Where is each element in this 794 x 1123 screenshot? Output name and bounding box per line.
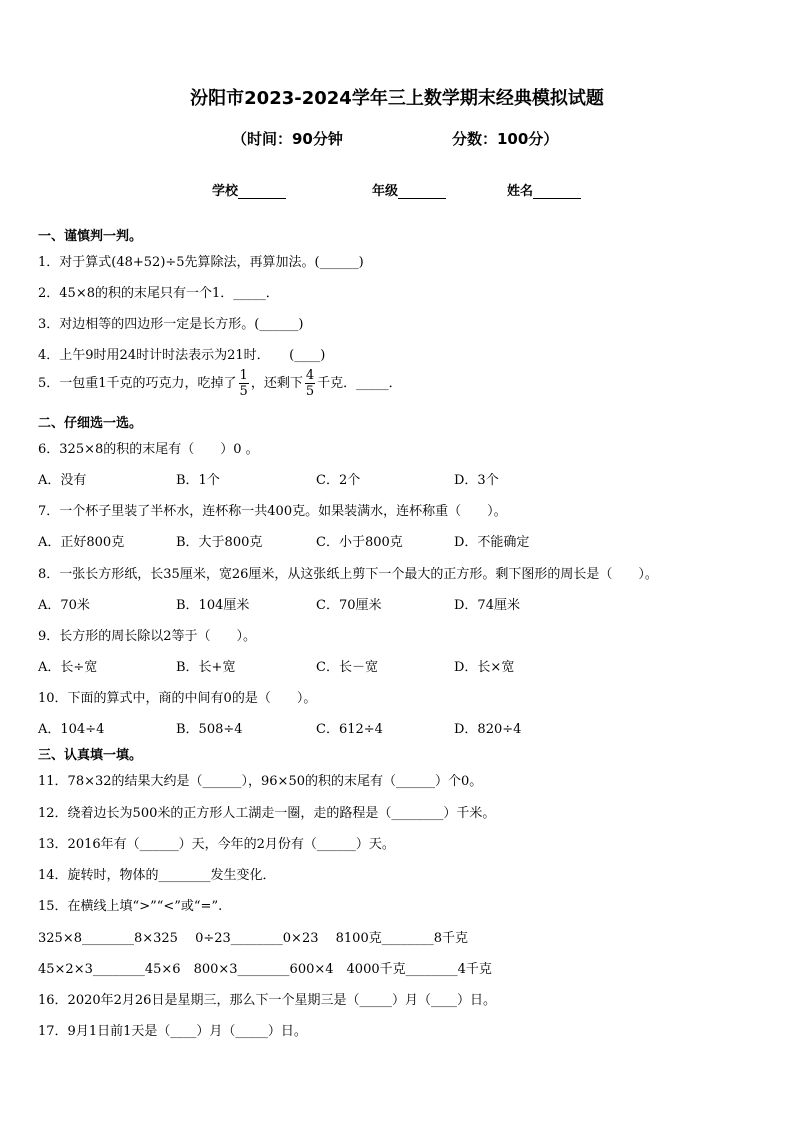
q6-option-c: C．2个	[316, 473, 361, 488]
q7-option-b: B．大于800克	[176, 535, 263, 550]
q7-option-d: D．不能确定	[454, 535, 530, 550]
question-8: 8．一张长方形纸，长35厘米，宽26厘米，从这张纸上剪下一个最大的正方形。剩下图形的周长是（ ）。	[38, 567, 658, 582]
question-11: 11．78×32的结果大约是（______），96×50的积的末尾有（______）个0。	[38, 774, 483, 789]
grade-blank	[398, 184, 446, 199]
q7-option-c: C．小于800克	[316, 535, 403, 550]
question-5-part-c: 千克．_____．	[317, 376, 402, 391]
q10-option-c: C．612÷4	[316, 722, 383, 737]
student-info	[0, 180, 794, 200]
question-2: 2．45×8的积的末尾只有一个1．_____．	[38, 286, 279, 301]
question-15-row-2: 45×2×3________45×6 800×3________600×4 4000千克________4千克	[38, 962, 492, 977]
question-17: 17．9月1日前1天是（____）月（_____）日。	[38, 1024, 307, 1039]
section-fill: 三、认真填一填。	[38, 748, 143, 763]
question-3: 3．对边相等的四边形一定是长方形。(______)	[38, 317, 304, 332]
school-blank	[238, 184, 286, 199]
fraction-four-fifths: $\frac{4}{5}$	[305, 368, 315, 399]
name-blank	[533, 184, 581, 199]
question-4: 4．上午9时用24时计时法表示为21时． (____)	[38, 348, 326, 363]
question-15-row-1: 325×8________8×325 0÷23________0×23 8100克________8千克	[38, 931, 468, 946]
q9-option-d: D．长×宽	[454, 660, 515, 675]
question-9: 9．长方形的周长除以2等于（ ）。	[38, 629, 257, 644]
question-16: 16．2020年2月26日是星期三，那么下一个星期三是（_____）月（____）日。	[38, 993, 496, 1008]
name-label: 姓名	[507, 184, 534, 199]
q10-option-a: A．104÷4	[38, 722, 105, 737]
q6-option-d: D．3个	[454, 473, 499, 488]
section-judge: 一、谨慎判一判。	[38, 229, 143, 244]
q10-option-b: B．508÷4	[176, 722, 243, 737]
question-5-part-a: 5．一包重1千克的巧克力，吃掉了	[38, 376, 237, 391]
school-label: 学校	[212, 184, 239, 199]
grade-field	[372, 180, 446, 199]
page-title: 汾阳市2023-2024学年三上数学期末经典模拟试题	[190, 88, 604, 109]
question-7: 7．一个杯子里装了半杯水，连杯称一共400克。如果装满水，连杯称重（ ）。	[38, 504, 507, 519]
q9-option-a: A．长÷宽	[38, 660, 98, 675]
q9-option-c: C．长－宽	[316, 660, 378, 675]
question-14: 14．旋转时，物体的________发生变化．	[38, 868, 276, 883]
question-6: 6．325×8的积的末尾有（ ）0 。	[38, 442, 259, 457]
q8-option-a: A．70米	[38, 598, 90, 613]
q8-option-b: B．104厘米	[176, 598, 250, 613]
q6-option-b: B．1个	[176, 473, 220, 488]
q6-option-a: A．没有	[38, 473, 87, 488]
grade-label: 年级	[372, 184, 399, 199]
question-10: 10．下面的算式中，商的中间有0的是（ ）。	[38, 691, 317, 706]
question-1: 1．对于算式(48+52)÷5先算除法，再算加法。(______)	[38, 255, 364, 270]
question-5	[38, 368, 402, 399]
q9-option-b: B．长+宽	[176, 660, 236, 675]
question-13: 13．2016年有（______）天，今年的2月份有（______）天。	[38, 837, 395, 852]
q8-option-c: C．70厘米	[316, 598, 382, 613]
school-field	[212, 180, 286, 199]
section-choose: 二、仔细选一选。	[38, 416, 143, 431]
question-15: 15．在横线上填“>”“<”或“=”.	[38, 899, 223, 914]
fraction-one-fifth: $\frac{1}{5}$	[239, 368, 248, 399]
question-5-part-b: ，还剩下	[250, 376, 303, 391]
question-12: 12．绕着边长为500米的正方形人工湖走一圈，走的路程是（________）千米。	[38, 806, 496, 821]
name-field	[507, 180, 581, 199]
total-score: 分数：100分）	[452, 130, 559, 148]
exam-meta	[0, 128, 794, 152]
q7-option-a: A．正好800克	[38, 535, 125, 550]
q10-option-d: D．820÷4	[454, 722, 522, 737]
time-limit: （时间：90分钟	[232, 130, 343, 148]
q8-option-d: D．74厘米	[454, 598, 520, 613]
